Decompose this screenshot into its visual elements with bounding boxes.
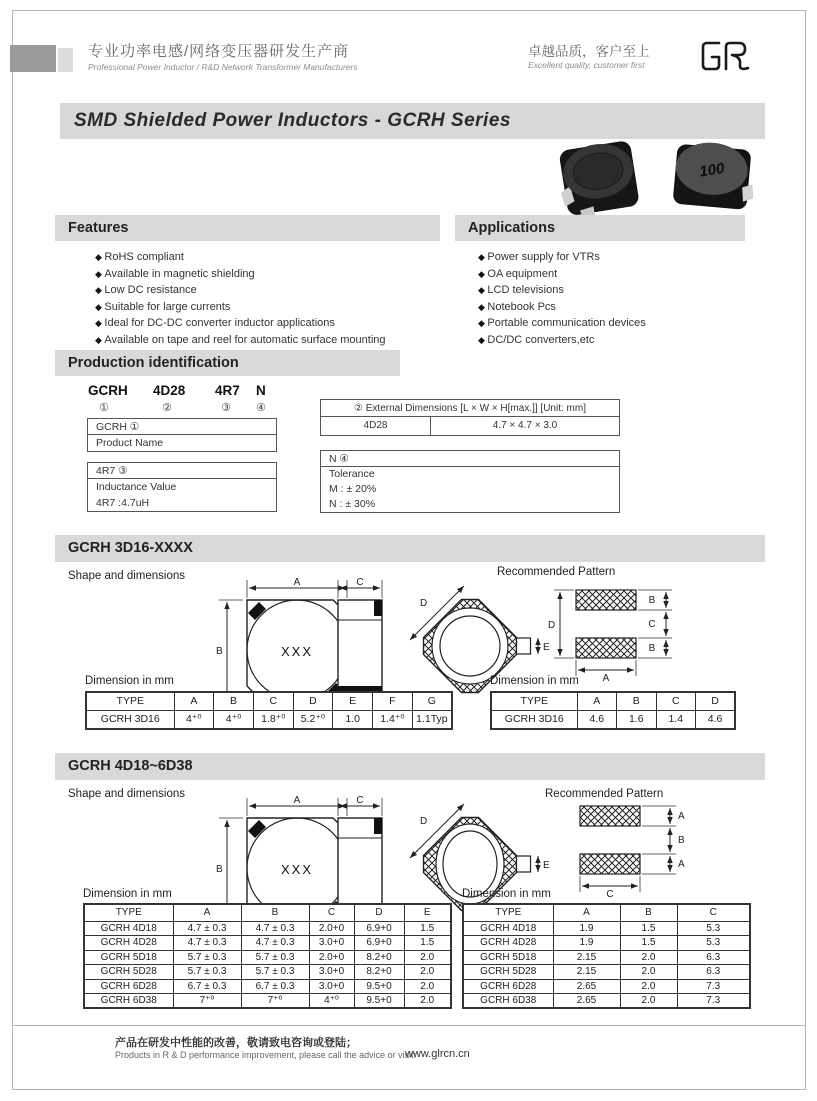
footer-website: www.glrcn.cn <box>405 1048 470 1060</box>
table-cell: 6.7 ± 0.3 <box>173 979 241 994</box>
table-cell: 1.4⁺⁰ <box>373 710 413 729</box>
product-name-box-title: GCRH ① <box>88 419 276 435</box>
table-cell: 1.0 <box>333 710 373 729</box>
list-item: ◆ Power supply for VTRs <box>478 249 646 266</box>
dim-label-e: E <box>543 642 550 653</box>
table-cell: GCRH 5D18 <box>463 950 553 965</box>
table-cell: GCRH 3D16 <box>491 710 577 729</box>
dim-label-a: A <box>602 673 610 684</box>
table-cell: 3.0+0 <box>309 936 354 951</box>
table-cell: 1.6 <box>617 710 657 729</box>
column-header: C <box>677 904 750 921</box>
table-cell: 4⁺⁰ <box>309 994 354 1009</box>
table-cell: 4.7 ± 0.3 <box>241 936 309 951</box>
table-cell: 2.0 <box>404 965 451 980</box>
dim-label-a: A <box>293 795 301 806</box>
table-cell: 3.0+0 <box>309 979 354 994</box>
code-part-2: 4D28 <box>153 383 186 398</box>
table-cell: GCRH 6D38 <box>463 994 553 1009</box>
table-cell: 8.2+0 <box>354 965 404 980</box>
table-cell: 2.0 <box>620 979 677 994</box>
dim-label-b: B <box>216 646 223 657</box>
company-name-cn: 专业功率电感/网络变压器研发生产商 <box>88 43 350 60</box>
table-cell: 1.5 <box>404 921 451 936</box>
code-mark-3: ③ <box>221 402 231 414</box>
table-cell: GCRH 6D28 <box>463 979 553 994</box>
dimension-table-4d-left <box>83 903 452 1009</box>
table-row <box>463 921 750 936</box>
applications-list <box>478 249 646 348</box>
table-cell: 2.0+0 <box>309 921 354 936</box>
table-cell: 1.9 <box>553 936 620 951</box>
section-4d18-heading: GCRH 4D18~6D38 <box>55 753 765 780</box>
table-cell: GCRH 4D28 <box>463 936 553 951</box>
product-photos <box>545 131 769 224</box>
size-code: 4D28 <box>321 417 431 435</box>
code-mark-4: ④ <box>256 402 266 414</box>
page-title: SMD Shielded Power Inductors - GCRH Series <box>60 103 765 139</box>
company-logo-icon <box>698 36 752 78</box>
pattern-drawing-2 <box>570 800 700 900</box>
dim-label-c: C <box>648 619 656 630</box>
external-dimensions-row <box>321 417 619 435</box>
features-list <box>95 249 386 348</box>
column-header: A <box>174 692 214 710</box>
table-cell: GCRH 5D18 <box>84 950 173 965</box>
column-header: A <box>577 692 617 710</box>
dimension-label-1-right: Dimension in mm <box>490 675 579 687</box>
inductance-box-title: 4R7 ③ <box>88 463 276 479</box>
table-cell: 5.2⁺⁰ <box>293 710 333 729</box>
table-cell: 2.0+0 <box>309 950 354 965</box>
table-cell: 8.2+0 <box>354 950 404 965</box>
table-cell: 2.0 <box>620 950 677 965</box>
marking-placeholder: XXX <box>280 862 314 877</box>
table-cell: 6.7 ± 0.3 <box>241 979 309 994</box>
table-cell: 7⁺⁰ <box>173 994 241 1009</box>
table-row <box>84 950 451 965</box>
table-cell: 2.0 <box>620 965 677 980</box>
column-header: D <box>293 692 333 710</box>
dimension-label-2-left: Dimension in mm <box>83 888 172 900</box>
tolerance-line3: N : ± 30% <box>329 498 376 510</box>
table-cell: 1.9 <box>553 921 620 936</box>
features-heading: Features <box>55 215 440 241</box>
table-row <box>84 921 451 936</box>
table-cell: 2.65 <box>553 994 620 1009</box>
inductance-box-line2: 4R7 :4.7uH <box>96 497 150 509</box>
table-cell: GCRH 3D16 <box>86 710 174 729</box>
table-cell: 1.5 <box>404 936 451 951</box>
tolerance-line2: M : ± 20% <box>329 483 377 495</box>
dim-label-d: D <box>420 816 428 827</box>
table-row <box>84 965 451 980</box>
dim-label-c: C <box>606 889 614 900</box>
table-cell: GCRH 6D38 <box>84 994 173 1009</box>
list-item: ◆ Suitable for large currents <box>95 299 386 316</box>
dimension-label-1-left: Dimension in mm <box>85 675 174 687</box>
side-view-drawing-1 <box>328 576 392 704</box>
table-row <box>491 710 735 729</box>
applications-heading: Applications <box>455 215 745 241</box>
list-item: ◆ Ideal for DC-DC converter inductor applications <box>95 315 386 332</box>
table-cell: 2.15 <box>553 950 620 965</box>
table-cell: 5.7 ± 0.3 <box>173 965 241 980</box>
column-header: G <box>412 692 452 710</box>
tolerance-box <box>320 450 620 513</box>
table-cell: 1.1Typ <box>412 710 452 729</box>
table-cell: 6.3 <box>677 950 750 965</box>
column-header: B <box>617 692 657 710</box>
table-row <box>84 979 451 994</box>
column-header: E <box>333 692 373 710</box>
table-cell: 6.3 <box>677 965 750 980</box>
footer-note-cn: 产品在研发中性能的改善，敬请致电咨询或登陆； <box>115 1037 357 1049</box>
code-mark-1: ① <box>99 402 109 414</box>
table-cell: 1.5 <box>620 936 677 951</box>
column-header: A <box>553 904 620 921</box>
column-header: C <box>253 692 293 710</box>
table-cell: 9.5+0 <box>354 979 404 994</box>
recommended-pattern-label-1: Recommended Pattern <box>497 566 616 578</box>
shape-dimensions-label-2: Shape and dimensions <box>68 788 185 800</box>
table-cell: 4⁺⁰ <box>174 710 214 729</box>
marking-placeholder: XXX <box>280 644 314 659</box>
table-row <box>463 950 750 965</box>
pattern-table-3d16-right <box>490 691 736 730</box>
column-header: TYPE <box>86 692 174 710</box>
table-header-row <box>86 692 452 710</box>
table-cell: 1.4 <box>656 710 696 729</box>
table-row <box>463 965 750 980</box>
dim-label-b: B <box>648 595 656 606</box>
inductor-photo-left <box>545 131 655 219</box>
column-header: D <box>696 692 736 710</box>
external-dimensions-table <box>320 399 620 436</box>
list-item: ◆ Notebook Pcs <box>478 299 646 316</box>
table-cell: GCRH 5D28 <box>84 965 173 980</box>
table-cell: 4.7 ± 0.3 <box>173 921 241 936</box>
table-cell: 4.7 ± 0.3 <box>173 936 241 951</box>
tolerance-box-title: N ④ <box>321 451 619 467</box>
table-cell: GCRH 4D18 <box>84 921 173 936</box>
column-header: A <box>173 904 241 921</box>
table-row <box>84 936 451 951</box>
list-item: ◆ RoHS compliant <box>95 249 386 266</box>
section-3d16-heading: GCRH 3D16-XXXX <box>55 535 765 562</box>
column-header: TYPE <box>463 904 553 921</box>
table-cell: 1.5 <box>620 921 677 936</box>
footer-note-en: Products in R & D performance improvement, please call the advice or visit: <box>115 1050 417 1060</box>
product-name-box <box>87 418 277 452</box>
dim-label-c: C <box>356 577 364 588</box>
column-header: F <box>373 692 413 710</box>
pattern-drawing-1 <box>540 584 680 684</box>
dim-label-a: A <box>293 577 301 588</box>
code-mark-2: ② <box>162 402 172 414</box>
table-cell: 3.0+0 <box>309 965 354 980</box>
code-part-4: N <box>256 383 266 398</box>
table-cell: 4.7 ± 0.3 <box>241 921 309 936</box>
dim-label-a: A <box>678 811 685 822</box>
table-row <box>463 979 750 994</box>
production-identification-heading: Production identification <box>55 350 400 376</box>
dim-label-a: A <box>678 859 685 870</box>
recommended-pattern-label-2: Recommended Pattern <box>545 788 664 800</box>
table-cell: 1.8⁺⁰ <box>253 710 293 729</box>
table-cell: 2.0 <box>404 979 451 994</box>
column-header: TYPE <box>84 904 173 921</box>
table-header-row <box>84 904 451 921</box>
table-cell: 2.15 <box>553 965 620 980</box>
table-row <box>463 994 750 1009</box>
table-header-row <box>463 904 750 921</box>
table-cell: 7.3 <box>677 979 750 994</box>
inductor-marking: 100 <box>698 159 727 181</box>
table-cell: 7.3 <box>677 994 750 1009</box>
list-item: ◆ Portable communication devices <box>478 315 646 332</box>
inductor-photo-right <box>659 131 769 219</box>
dim-label-b: B <box>678 835 685 846</box>
table-cell: GCRH 4D28 <box>84 936 173 951</box>
column-header: TYPE <box>491 692 577 710</box>
dim-label-d: D <box>548 620 556 631</box>
table-cell: 5.7 ± 0.3 <box>241 965 309 980</box>
table-cell: GCRH 5D28 <box>463 965 553 980</box>
shape-dimensions-label-1: Shape and dimensions <box>68 570 185 582</box>
table-cell: 2.0 <box>620 994 677 1009</box>
table-row <box>463 936 750 951</box>
code-part-1: GCRH <box>88 383 128 398</box>
column-header: B <box>241 904 309 921</box>
dimension-label-2-right: Dimension in mm <box>462 888 551 900</box>
list-item: ◆ DC/DC converters,etc <box>478 332 646 349</box>
pattern-table-4d-right <box>462 903 751 1009</box>
table-cell: 5.7 ± 0.3 <box>173 950 241 965</box>
slogan-cn: 卓越品质，客户至上 <box>528 44 650 59</box>
deco-square-light <box>58 48 73 72</box>
dimension-table-3d16-left <box>85 691 453 730</box>
list-item: ◆ OA equipment <box>478 266 646 283</box>
code-part-3: 4R7 <box>215 383 240 398</box>
table-cell: 4.6 <box>696 710 736 729</box>
table-cell: 6.9+0 <box>354 936 404 951</box>
column-header: D <box>354 904 404 921</box>
table-cell: 4.6 <box>577 710 617 729</box>
table-cell: 9.5+0 <box>354 994 404 1009</box>
dim-label-c: C <box>356 795 364 806</box>
dim-label-e: E <box>543 860 550 871</box>
dim-label-d: D <box>420 598 428 609</box>
table-cell: GCRH 6D28 <box>84 979 173 994</box>
list-item: ◆ Available in magnetic shielding <box>95 266 386 283</box>
table-cell: 7⁺⁰ <box>241 994 309 1009</box>
diagonal-view-drawing-1 <box>390 568 560 708</box>
table-cell: 5.3 <box>677 936 750 951</box>
table-cell: GCRH 4D18 <box>463 921 553 936</box>
column-header: E <box>404 904 451 921</box>
list-item: ◆ Available on tape and reel for automatic surface mounting <box>95 332 386 349</box>
product-name-box-line: Product Name <box>96 437 164 449</box>
column-header: C <box>656 692 696 710</box>
table-cell: 5.3 <box>677 921 750 936</box>
table-row <box>84 994 451 1009</box>
table-cell: 6.9+0 <box>354 921 404 936</box>
list-item: ◆ LCD televisions <box>478 282 646 299</box>
column-header: B <box>214 692 254 710</box>
table-cell: 2.0 <box>404 950 451 965</box>
table-cell: 4⁺⁰ <box>214 710 254 729</box>
external-dimensions-header: ② External Dimensions [L × W × H[max.]] [Unit: mm] <box>321 400 619 417</box>
table-header-row <box>491 692 735 710</box>
list-item: ◆ Low DC resistance <box>95 282 386 299</box>
dim-label-b: B <box>216 864 223 875</box>
inductance-box-line1: Inductance Value <box>96 481 177 493</box>
size-value: 4.7 × 4.7 × 3.0 <box>492 420 558 431</box>
table-cell: 5.7 ± 0.3 <box>241 950 309 965</box>
table-cell: 2.0 <box>404 994 451 1009</box>
footer-divider <box>12 1025 806 1026</box>
column-header: C <box>309 904 354 921</box>
company-name-en: Professional Power Inductor / R&D Network Transformer Manufacturers <box>88 62 358 72</box>
deco-square-dark <box>10 45 56 72</box>
dim-label-b: B <box>648 643 656 654</box>
slogan-en: Excellent quality, customer first <box>528 60 645 70</box>
column-header: B <box>620 904 677 921</box>
tolerance-line1: Tolerance <box>329 468 375 480</box>
table-cell: 2.65 <box>553 979 620 994</box>
inductance-box <box>87 462 277 512</box>
table-row <box>86 710 452 729</box>
